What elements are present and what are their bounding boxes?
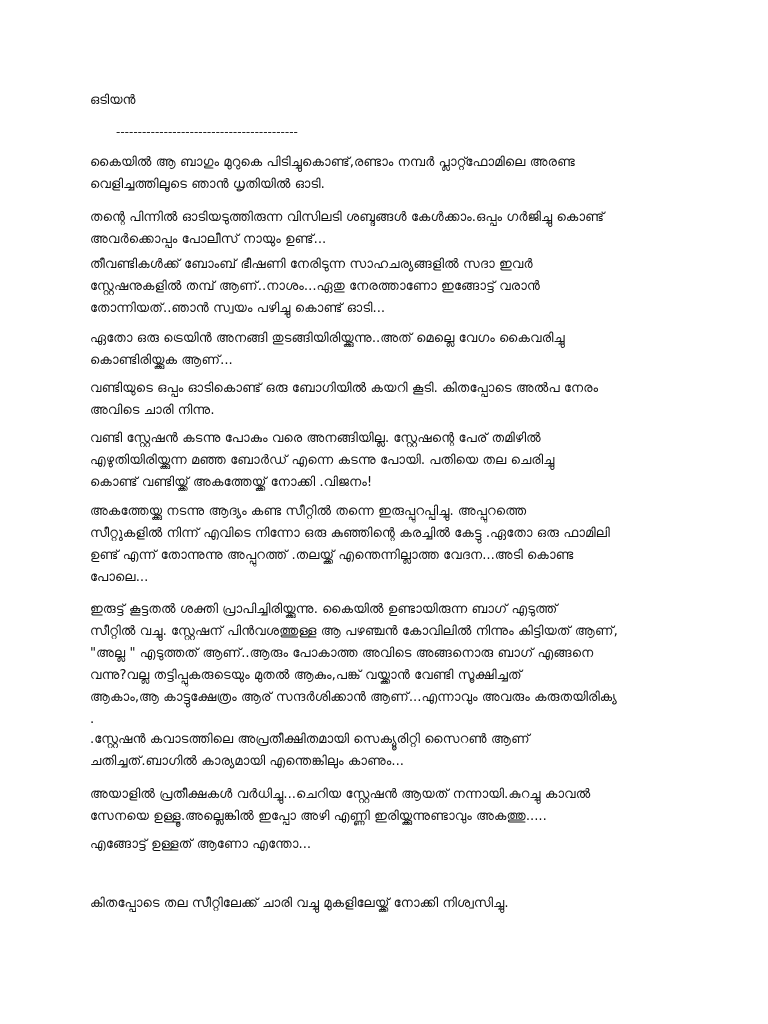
- paragraph-line: സീറ്റിൽ വച്ചു. സ്റ്റേഷന് പിൻവശത്തുള്ള ആ പഴഞ്ചൻ കോവിലിൽ നിന്നും കിട്ടിയത് ആണ്,: [90, 624, 618, 639]
- paragraph-line: വന്നു?വല്ല തട്ടിപ്പുകരുടെയും മുതൽ ആകും,പങ്ക് വയ്ക്കാൻ വേണ്ടി സൂക്ഷിച്ചത്: [90, 668, 522, 683]
- title-divider: ------------------------------------------: [116, 125, 298, 139]
- paragraph-line: ആകാം,ആ കാട്ടുക്ഷേത്രം ആര് സന്ദർശിക്കാൻ ആണ്...എന്നാവും അവരും കരുതയിരിക്യ: [90, 690, 617, 705]
- paragraph: [90, 729, 690, 773]
- paragraph-line: അവർക്കൊപ്പം പോലീസ് നായും ഉണ്ട്...: [90, 232, 327, 247]
- paragraph-line: .സ്റ്റേഷൻ കവാടത്തിലെ അപ്രതീക്ഷിതമായി സെക്യൂരിറ്റി സൈറൺ ആണ്: [90, 732, 530, 747]
- paragraph: [90, 784, 690, 828]
- paragraph-line: ഏതോ ഒരു ട്രെയിൻ അനങ്ങി തുടങ്ങിയിരിയ്ക്കുന്നു..അത് മെല്ലെ വേഗം കൈവരിച്ചു: [90, 331, 565, 346]
- paragraph-line: ചതിച്ചത്.ബാഗിൽ കാര്യമായി എന്തെങ്കിലും കാണും...: [90, 754, 404, 769]
- paragraph-line: എഴുതിയിരിയ്ക്കുന്ന മഞ്ഞ ബോർഡ് എന്നെ കടന്നു പോയി. പതിയെ തല ചെരിച്ചു: [90, 453, 555, 468]
- paragraph-line: കിതപ്പോടെ തല സീറ്റിലേക്ക് ചാരി വച്ചു മുകളിലേയ്ക്ക് നോക്കി നിശ്വസിച്ചു.: [90, 896, 509, 911]
- paragraph-line: കൊണ്ട് വണ്ടിയ്ക്ക് അകത്തേയ്ക്ക് നോക്കി .വിജനം!: [90, 475, 373, 490]
- paragraph-line: വെളിച്ചത്തിലൂടെ ഞാൻ ധൃതിയിൽ ഓടി.: [90, 177, 325, 192]
- paragraph-line: ഇരുട്ട് കൂട്ടതൽ ശക്തി പ്രാപിച്ചിരിയ്ക്കുന്നു. കൈയിൽ ഉണ്ടായിരുന്ന ബാഗ് എടുത്ത്: [90, 602, 558, 617]
- paragraph-line: എങ്ങോട്ട് ഉള്ളത് ആണോ എന്തോ...: [90, 837, 312, 852]
- paragraph-line: തന്റെ പിന്നിൽ ഓടിയടുത്തിരുന്ന വിസിലടി ശബ്ദങ്ങൾ കേൾക്കാം.ഒപ്പം ഗർജിച്ചു കൊണ്ട്: [90, 210, 605, 225]
- paragraph-line: അകത്തേയ്ക്കു നടന്നു ആദ്യം കണ്ട സീറ്റിൽ തന്നെ ഇരുപ്പുറപ്പിച്ചു. അപ്പുറത്തെ: [90, 504, 527, 519]
- paragraph: [90, 834, 690, 856]
- paragraph: [90, 599, 690, 731]
- paragraph-line: "അല്ല " എടുത്തത് ആണ്..ആരും പോകാത്ത അവിടെ അങ്ങനൊരു ബാഗ് എങ്ങനെ: [90, 646, 594, 661]
- paragraph: [90, 152, 690, 196]
- paragraph-line: കൈയിൽ ആ ബാഗും മുറുകെ പിടിച്ചുകൊണ്ട്,രണ്ടാം നമ്പർ പ്ലാറ്റ്ഫോമിലെ അരണ്ട: [90, 155, 575, 170]
- paragraph-line: സ്റ്റേഷനുകളിൽ തമ്പ് ആണ്..നാശം...ഏതു നേരത്താണോ ഇങ്ങോട്ട് വരാൻ: [90, 279, 541, 294]
- paragraph-line: വണ്ടി സ്റ്റേഷൻ കടന്നു പോകും വരെ അനങ്ങിയില്ല. സ്റ്റേഷന്റെ പേര് തമിഴിൽ: [90, 431, 541, 446]
- paragraph-line: തോന്നിയത്..ഞാൻ സ്വയം പഴിച്ചു കൊണ്ട് ഓടി...: [90, 301, 386, 316]
- paragraph: [90, 254, 690, 320]
- paragraph: [90, 328, 690, 372]
- paragraph: [90, 428, 690, 494]
- paragraph: [90, 501, 690, 589]
- paragraph-line: സേനയെ ഉള്ളൂ.അല്ലെങ്കിൽ ഇപ്പോ അഴി എണ്ണി ഇരിയ്ക്കുന്നുണ്ടാവും അകത്തു.....: [90, 809, 547, 824]
- paragraph: [90, 207, 690, 251]
- paragraph: [90, 378, 690, 422]
- paragraph-line: .: [90, 712, 95, 727]
- paragraph: [90, 893, 690, 915]
- document-title: ഒടിയൻ: [90, 93, 136, 108]
- paragraph-line: തീവണ്ടികൾക്ക് ബോംബ് ഭീഷണി നേരിടുന്ന സാഹചര്യങ്ങളിൽ സദാ ഇവർ: [90, 257, 533, 272]
- paragraph-line: അവിടെ ചാരി നിന്നു.: [90, 403, 215, 418]
- paragraph-line: ഉണ്ട് എന്ന് തോന്നുന്നു അപ്പുറത്ത് .തലയ്ക്ക് എന്തെന്നില്ലാത്ത വേദന...അടി കൊണ്ട: [90, 548, 574, 563]
- paragraph-line: പോലെ...: [90, 570, 149, 585]
- paragraph-line: അയാളിൽ പ്രതീക്ഷകൾ വർധിച്ചു...ചെറിയ സ്റ്റേഷൻ ആയത് നന്നായി.കുറച്ചു കാവൽ: [90, 787, 591, 802]
- paragraph-line: കൊണ്ടിരിയ്ക്കുക ആണ്...: [90, 353, 233, 368]
- paragraph-line: സീറ്റുകളിൽ നിന്ന് എവിടെ നിന്നോ ഒരു കുഞ്ഞിന്റെ കരച്ചിൽ കേട്ടു .ഏതോ ഒരു ഫാമിലി: [90, 526, 610, 541]
- paragraph-line: വണ്ടിയുടെ ഒപ്പം ഓടികൊണ്ട് ഒരു ബോഗിയിൽ കയറി കൂടി. കിതപ്പോടെ അൽപ നേരം: [90, 381, 599, 396]
